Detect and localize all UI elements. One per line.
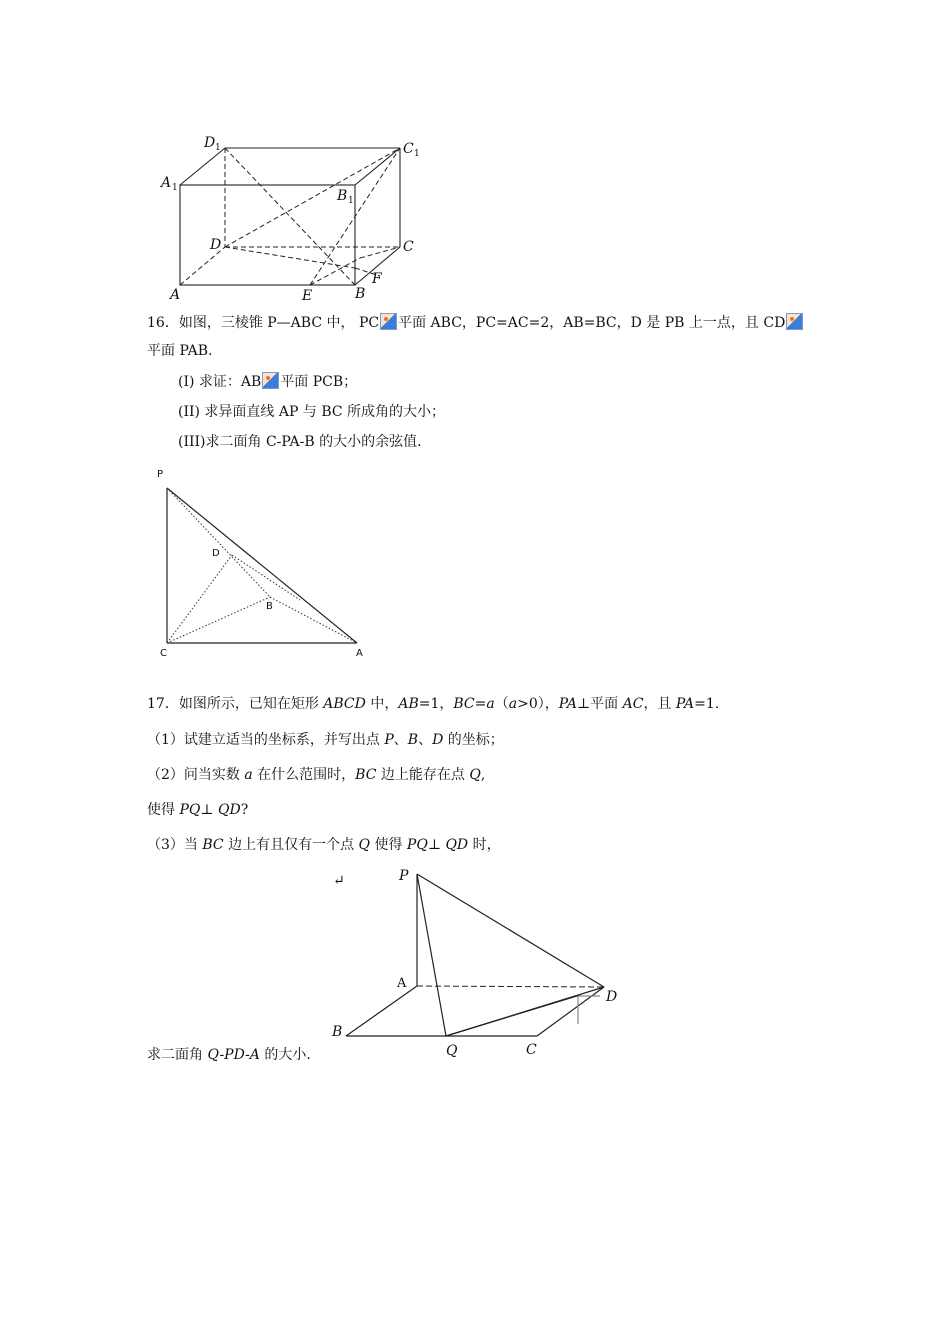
- label-C: C: [526, 1042, 537, 1058]
- p17-q2-av: a: [244, 767, 253, 783]
- p17-q3-e: 时，: [468, 837, 501, 853]
- label-D: D: [606, 989, 618, 1005]
- p17-l1-g: ⊥平面: [576, 696, 623, 712]
- p17-q2l2-pq: PQ: [179, 802, 201, 818]
- p17-l1-h: ，且: [643, 696, 676, 712]
- p16-q1-a: (I) 求证：AB: [178, 374, 262, 390]
- p16-line1-b: 平面 ABC，PC=AC=2，AB=BC，D 是 PB 上一点，且 CD: [398, 315, 786, 331]
- p17-q3-bc: BC: [202, 837, 224, 853]
- p17-q2l2-c: ?: [240, 802, 249, 818]
- edge-AD-hidden: [417, 986, 604, 987]
- label-P: P: [399, 868, 409, 884]
- p17-q2l2-qd: QD: [217, 802, 241, 818]
- p17-last-b: 的大小.: [259, 1047, 311, 1063]
- p17-q1-d: D: [432, 732, 444, 748]
- p17-q3-a: （3）当: [147, 837, 203, 853]
- p17-q3-qd: QD: [445, 837, 469, 853]
- p17-q2-b: 在什么范围时，: [252, 767, 356, 783]
- p16-line2: 平面 PAB.: [147, 343, 213, 359]
- p17-l1-ac: AC: [622, 696, 644, 712]
- label-return: ↵: [333, 873, 345, 889]
- label-A: A: [397, 976, 407, 991]
- p17-q1-p: P: [384, 732, 394, 748]
- p17-l1-pa: PA: [558, 696, 577, 712]
- p17-q2-c: 边上能存在点: [376, 767, 470, 783]
- label-A: A: [356, 648, 363, 659]
- p17-q2-d: ,: [480, 767, 486, 783]
- p17-l1-d: =: [474, 696, 487, 712]
- p17-l1-b: 中，: [365, 696, 399, 712]
- p17-l1-ab: AB: [398, 696, 419, 712]
- p16-q1-b: 平面 PCB；: [280, 374, 358, 390]
- label-A1: A: [161, 175, 172, 191]
- label-D1-sub: 1: [215, 143, 221, 153]
- p17-q2l2-b: ⊥: [200, 802, 218, 818]
- p17-q3-pq: PQ: [406, 837, 428, 853]
- label-C: C: [403, 239, 414, 255]
- label-Q: Q: [446, 1043, 458, 1059]
- label-B: B: [332, 1024, 343, 1040]
- p17-q3-c: 使得: [370, 837, 407, 853]
- p17-q3-d: ⊥: [427, 837, 446, 853]
- label-P: P: [157, 469, 164, 480]
- label-B1-sub: 1: [348, 196, 354, 206]
- label-C1: C: [403, 141, 414, 157]
- p17-l1-a3: a: [508, 696, 518, 712]
- label-E: E: [302, 288, 313, 304]
- edge-PQ: [417, 874, 446, 1036]
- p17-q1-bb: B: [407, 732, 419, 748]
- p17-l1-bc: BC: [453, 696, 475, 712]
- p17-last-a: 求二面角: [147, 1047, 208, 1063]
- p17-q1-a: （1）试建立适当的坐标系，并写出点: [147, 732, 385, 748]
- p17-last-qpda: Q-PD-A: [207, 1047, 260, 1063]
- p16-q2: (II) 求异面直线 AP 与 BC 所成角的大小；: [178, 404, 446, 420]
- p17-l1-e: （: [494, 696, 509, 712]
- label-B1: B: [337, 188, 348, 204]
- p17-l1-c: =1，: [418, 696, 454, 712]
- label-B: B: [355, 286, 366, 302]
- edge-CD: [537, 987, 604, 1036]
- p17-q2-bc: BC: [355, 767, 377, 783]
- p17-l1-f: >0），: [517, 696, 559, 712]
- p17-q3-q: Q: [358, 837, 371, 853]
- p17-q2-q: Q: [469, 767, 481, 783]
- p17-q1-e: 的坐标；: [443, 732, 504, 748]
- label-F: F: [372, 271, 382, 287]
- label-A: A: [170, 287, 181, 303]
- p17-l1-abcd: ABCD: [323, 696, 366, 712]
- p16-line1-a: 16．如图，三棱锥 P—ABC 中， PC: [147, 315, 380, 331]
- label-D1: D: [204, 135, 216, 151]
- label-C: C: [160, 648, 167, 659]
- p17-l1-a2: a: [486, 696, 495, 712]
- label-C1-sub: 1: [414, 149, 420, 159]
- edge-AB: [346, 986, 417, 1036]
- label-D: D: [210, 237, 222, 253]
- p17-l1-a: 17．如图所示，已知在矩形: [147, 696, 324, 712]
- label-D: D: [212, 548, 220, 559]
- p17-q1-c: 、: [418, 732, 433, 748]
- edge-PD: [417, 874, 604, 987]
- label-A1-sub: 1: [172, 183, 178, 193]
- p17-l1-pa2: PA: [675, 696, 695, 712]
- p17-q2-a: （2）问当实数: [147, 767, 245, 783]
- p17-l1-i: =1.: [694, 696, 720, 712]
- p17-q3-b: 边上有且仅有一个点: [223, 837, 359, 853]
- p16-q3: (III)求二面角 C-PA-B 的大小的余弦值．: [178, 434, 432, 450]
- p17-q1-b: 、: [393, 732, 408, 748]
- label-B: B: [266, 601, 273, 612]
- p17-q2l2-a: 使得: [147, 802, 180, 818]
